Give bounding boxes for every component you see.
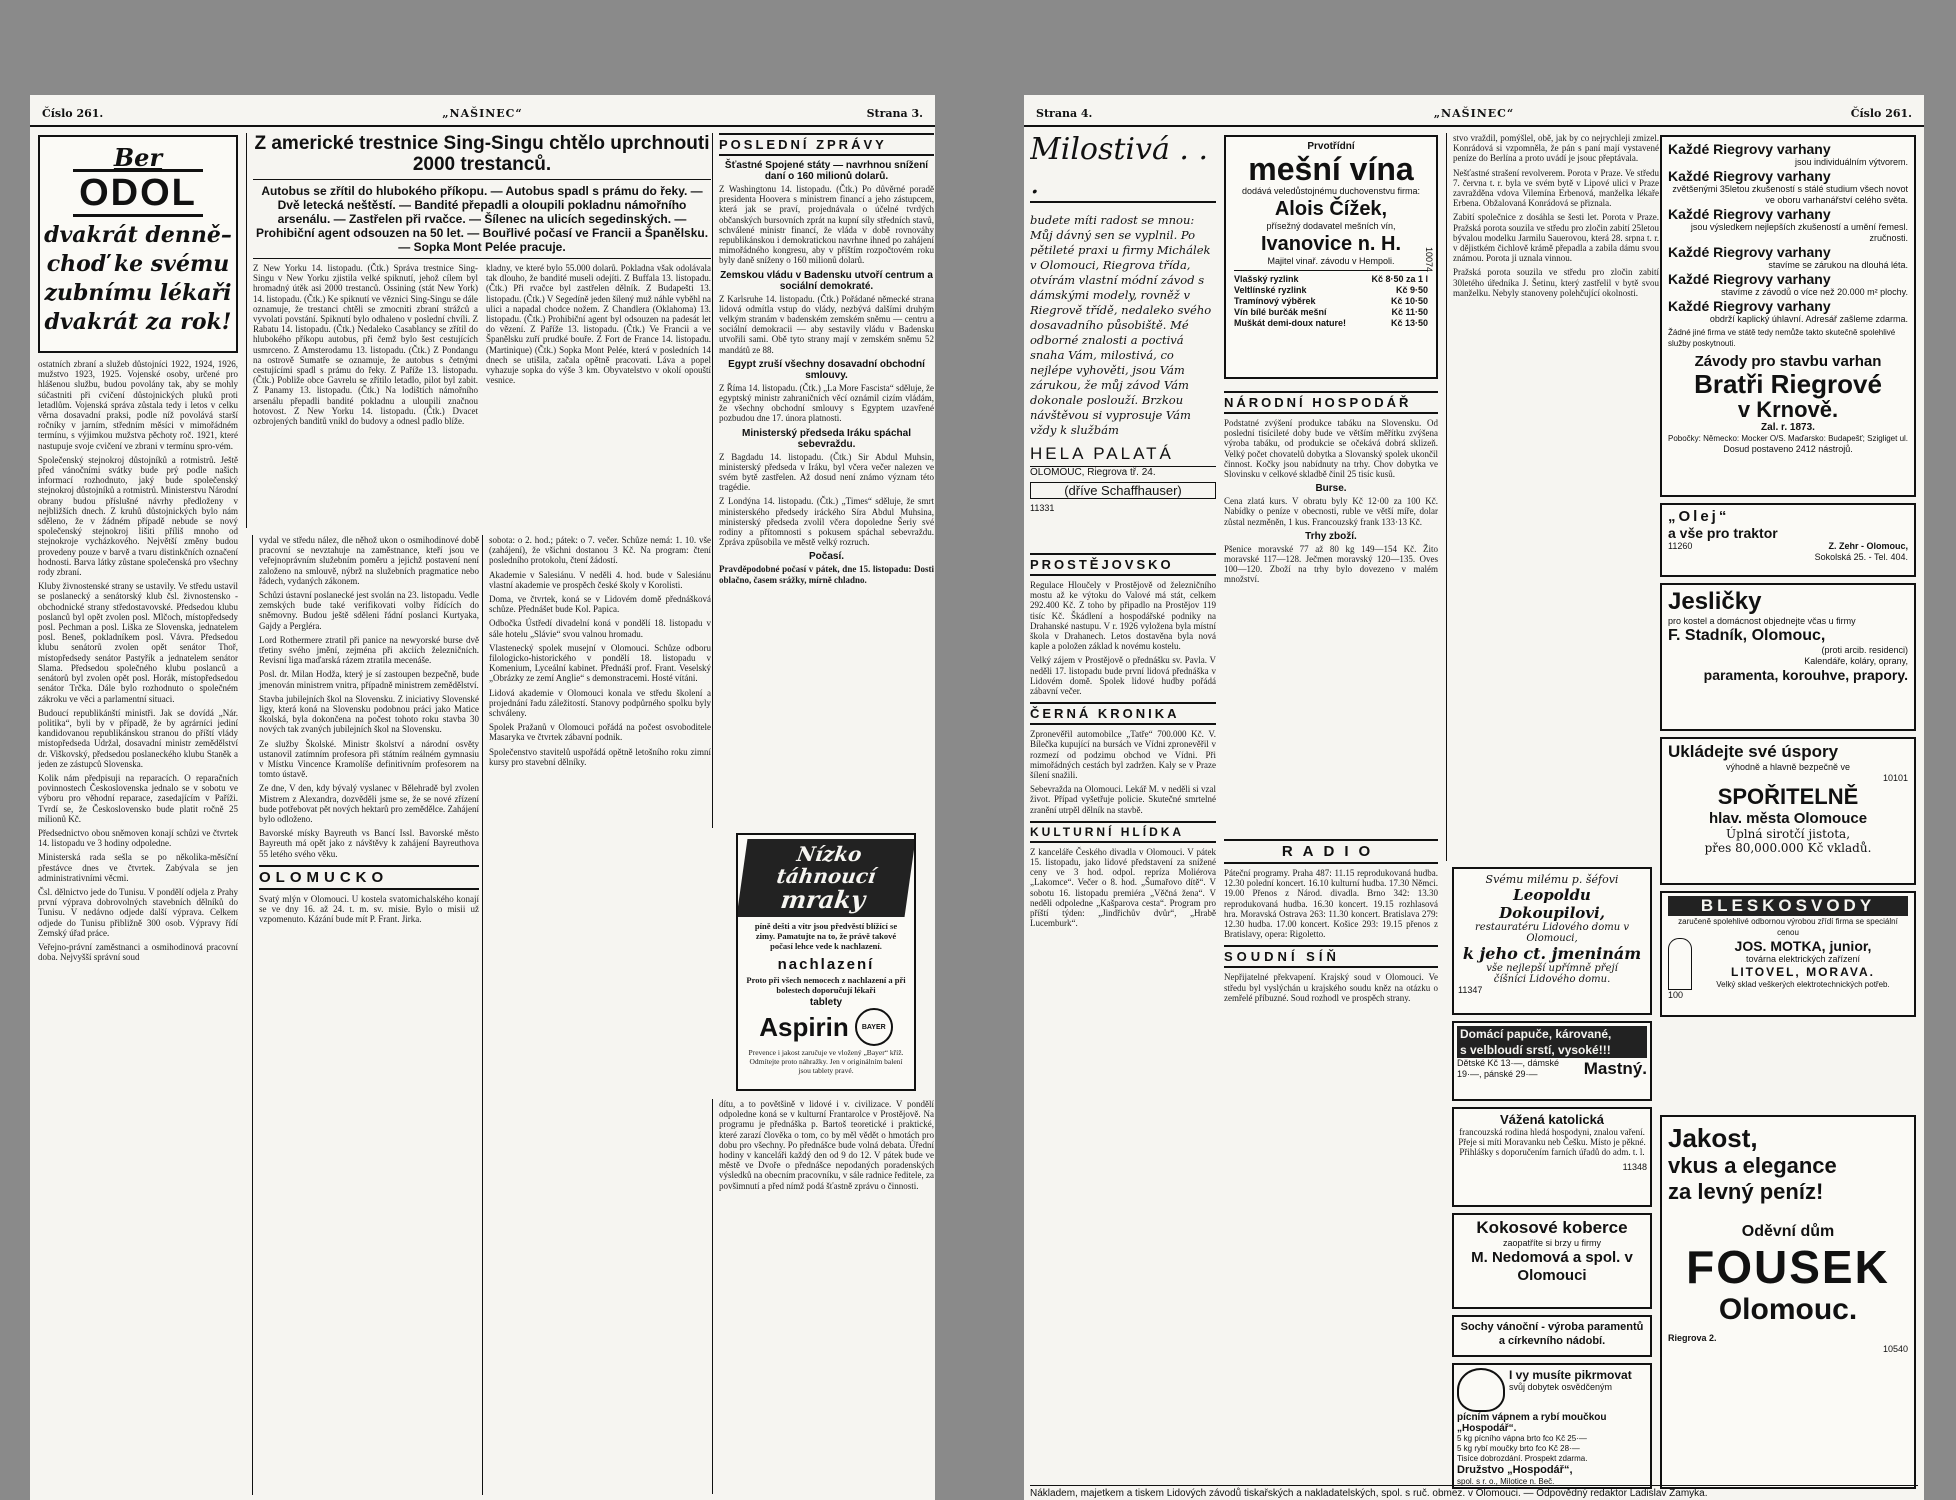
carpet-sub: zaopatříte si brzy u firmy xyxy=(1502,1238,1602,1248)
newspaper-page-4 xyxy=(1024,95,1924,1500)
feed-ad xyxy=(1452,1363,1652,1489)
wine-title: mešní vína xyxy=(1248,151,1414,187)
column-3 xyxy=(482,535,711,1495)
wine-price: Kč 13·50 xyxy=(1390,318,1428,328)
aspirin-brand: Aspirin xyxy=(759,1011,849,1042)
column-mid-lower xyxy=(1224,833,1438,1495)
statues-title: Sochy vánoční - výroba paramentů a církevního nádobí. xyxy=(1460,1321,1644,1347)
organ-item-text: obdrží kaplický úhlavní. Adresář zašleme zdarma. xyxy=(1709,314,1908,324)
milostiva-ad xyxy=(1030,133,1216,539)
news-paragraph: Nepřijatelné překvapení. Krajský soud v Olomouci. Ve středu byl vyslýchán u krajského soudu kněz na otázku o zemřelé příbuzné. Soud rozhodl ve prospěch strany. xyxy=(1224,972,1438,1003)
newspaper-page-3 xyxy=(30,95,935,1500)
news-paragraph: Z kanceláře Českého divadla v Olomouci. V pátek 15. listopadu, jako lidové představení za snížené ceny ve 3 hod. odpol. repríza Moliérova „Lakomce“. Večer o 8. hod. „Šumařovo dítě“. V sobotu 16. listopadu premiéra „Věčná žena“. V neděli odpoledne „Kašparova cesta“. Program pro příští týden: „Jindřichův dvůr“, „Hrabě Lucemburk“. xyxy=(1030,846,1216,929)
news-paragraph: stvo vraždil, pomýšlel, obě, jak by co nejrychleji zmizel. Konrádová si vzpomněla, že pán s paní mají vystavené peníze do Berlína a proto uvádí je jsouc přeptávala. xyxy=(1453,133,1659,164)
aspirin-foot: Prevence i jakost zaručuje ve vložený „Bayer“ kříž. Odmítejte proto náhražky. Jen v originálním balení jsou tablety pravé. xyxy=(748,1048,904,1076)
wine-price: Kč 8·50 za 1 l xyxy=(1371,274,1428,284)
ad-number: 100 xyxy=(1668,990,1684,1000)
ad-number: 11347 xyxy=(1458,985,1483,995)
news-paragraph: Čsl. dělnictvo jede do Tunisu. V pondělí odjela z Prahy první výprava dobrovolných stavebních dělníků do Tunisu. V nedávno odjede další výprava. Celkem odjede do Tunisu přibližně 300 osob. Výpravy řídí Zemský úřad práce. xyxy=(38,886,238,938)
wine-label: Vín bílé burčák mešní xyxy=(1234,307,1327,317)
page-number: Strana 4. xyxy=(1036,107,1093,120)
wine-price: Kč 10·50 xyxy=(1390,296,1428,306)
wine-top: Prvotřídní xyxy=(1307,141,1355,152)
news-paragraph: Páteční programy. Praha 487: 11.15 reprodukovaná hudba. 12.30 polední koncert. 16.10 kulturní hudba. 17.30 Němci. 19.00 Přenos z Národ. divadla. Brno 342: 13.30 reprodukovaná hudba. 16.30 koncert. 19.15 rozhlasová hra. Moravská Ostrava 263: 11.30 koncert. Bratislava 279: 12.30 hudba. 17.00 koncert. Košice 293: 19.15 přenos z Bratislavy, opera: Rigoletto. xyxy=(1224,868,1438,940)
clothing-line-4: Oděvní dům xyxy=(1741,1223,1835,1240)
news-paragraph: Z Říma 14. listopadu. (Čtk.) „La More Fascista“ sděluje, že egyptský ministr zahraničních věcí oznámil cizím vládám, že všechny obchodní smlouvy s Egyptem uzavřené pozbudou dne 17. února platnosti. xyxy=(719,382,934,424)
news-paragraph: Vlastenecký spolek musejní v Olomouci. Schůze odboru filologicko-historického v pondělí 18. listopadu v Komenium, Lyceální kabinet. Přednáší prof. Frant. Veselský „Obrázky ze zemí Anglie“ s demonstracemi. Hosté vítáni. xyxy=(489,642,711,684)
cribs-big: paramenta, korouhve, prapory. xyxy=(1703,667,1908,683)
news-headline: Egypt zruší všechny dosavadní obchodní smlouvy. xyxy=(728,358,925,381)
odol-ad xyxy=(38,135,238,353)
news-headline: Šťastné Spojené státy — navrhnou snížení daní o 160 milionů dolarů. xyxy=(724,160,929,182)
narodni-hospodar-section xyxy=(1224,385,1438,825)
section-radio: RADIO xyxy=(1224,839,1438,864)
cribs-name: F. Stadník, Olomouc, xyxy=(1668,627,1826,644)
aspirin-title-2: mraky xyxy=(778,885,868,914)
statues-ad xyxy=(1452,1315,1652,1357)
organ-branches: Pobočky: Německo: Mocker O/S. Maďarsko: Budapešť; Szigliget ul. xyxy=(1668,434,1909,443)
oil-name: Z. Zehr - Olomouc, xyxy=(1828,541,1908,551)
cribs-title: Jesličky xyxy=(1668,588,1762,615)
page-header xyxy=(30,105,935,127)
family-text: francouzská rodina hledá hospodyni, znalou vaření. Přeje si míti Moravanku neb Češku. Místo je pěkné. Přihlášky s doporučením farních úřadů do adm. t. l. xyxy=(1458,1127,1646,1158)
lightning-sub2: továrna elektrických zařízení xyxy=(1745,954,1861,964)
oil-address: Sokolská 25. - Tel. 404. xyxy=(1814,552,1908,562)
organ-established: Zal. r. 1873. xyxy=(1761,422,1815,433)
wine-price-row xyxy=(1234,307,1428,318)
aspirin-ad xyxy=(736,833,916,1091)
aspirin-remedy-word: nachlazení xyxy=(777,955,875,973)
page-header xyxy=(1024,105,1924,127)
savings-line-5: přes 80,000.000 Kč vkladů. xyxy=(1704,841,1872,855)
article-column-b: kladny, ve které bylo 55.000 dolarů. Pokladna však odolávala tak dlouho, že bandité museli odejíti. Z Buffala 13. listopadu. (Čtk.) Při rvačce byl zastřelen dělník. Z Budapešti 13. listopadu. (Čtk.) V Segedíně jeden šílený muž náhle vyběhl na ulici a napadal chodce nožem. Z Chandlera (Oklahoma) 13. listopadu. (Čtk.) Prohibiční agent byl odsouzen na padesát let do vězení. Z Paříže 13. listopadu. (Čtk.) Ve Francii a ve Španělsku zuří prudké bouře. Z Fort de France 14. listopadu. (Martinique) (Čtk.) Sopka Mont Pelée, která v posledních 14 dnech se utišila, začala opětně pracovati. Láva a popel vyhazuje sopka do výše 3 km. Obyvatelstvo v okolí opouští vesnice. xyxy=(486,263,711,386)
aspirin-remedy: Proto při všech nemocech z nachlazení a při bolestech doporučují lékaři xyxy=(746,974,906,995)
section-soudni-sin: SOUDNÍ SÍŇ xyxy=(1224,945,1438,968)
ad-number: 10101 xyxy=(1882,773,1908,783)
feed-brand: Družstvo „Hospodář“, xyxy=(1457,1464,1573,1476)
organ-built: Dosud postaveno 2412 nástrojů. xyxy=(1723,444,1853,454)
organ-foot: Závody pro stavbu varhan xyxy=(1694,353,1882,370)
carpet-title: Kokosové koberce xyxy=(1476,1218,1628,1237)
news-paragraph: Svatý mlýn v Olomouci. U kostela svatomichalského konají se ve dny 16. až 24. t. m. sv. misie. Bylo o misii už vzpomenuto. Kázání bude mít P. Frant. Jirka. xyxy=(259,893,479,925)
bayer-cross-icon xyxy=(855,1008,893,1046)
slippers-line-1: Domácí papuče, kárované, xyxy=(1457,1026,1647,1042)
main-article xyxy=(246,133,711,528)
wine-price: Kč 11·50 xyxy=(1391,307,1428,317)
news-paragraph: Posl. dr. Milan Hodža, který je sí zastoupen bezpečně, bude jmenován ministrem vnitra, případně ministrem zemědělství. xyxy=(259,669,479,690)
cribs-items: Kalendáře, koláry, oprany, xyxy=(1804,656,1908,666)
weather-headline: Počasí. xyxy=(808,551,845,563)
section-narodni-hospodar: NÁRODNÍ HOSPODÁŘ xyxy=(1224,391,1438,414)
section-cerna-kronika: ČERNÁ KRONIKA xyxy=(1030,702,1216,725)
slippers-prices: Dětské Kč 13·—, dámské 19·—, pánské 29·— xyxy=(1457,1058,1560,1079)
lightning-name: JOS. MOTKA, junior, xyxy=(1734,938,1872,954)
column-2 xyxy=(252,535,479,1495)
subsection-heading: Trhy zboží. xyxy=(1305,530,1357,542)
news-paragraph: Z Washingtonu 14. listopadu. (Čtk.) Po důvěrné poradě presidenta Hoovera s ministrem financí a jeho zástupcem, která jak se praví, projednávala o účelné tvrdých občanských bursovních zprát na kupní síly středních stavů, schválené ministr financí, že vláda v době rovnováhy republikánskou i demokratickou navrhne ihned po zahájení mimořádného kongresu, aby v příštím rozpočtovém roku byly daně sníženy o 160 milionů dolarů. xyxy=(719,184,934,266)
organ-item-head: Každé Riegrovy varhany xyxy=(1668,206,1831,222)
organ-item-text: stavíme z závodů o více než 20.000 m² plochy. xyxy=(1721,287,1908,297)
article-column-a: Z New Yorku 14. listopadu. (Čtk.) Správa trestnice Sing-Singu v New Yorku zjistila velké spiknutí, jehož cílem byl hromadný útěk asi 2000 trestanců. Ossining (stát New York) 14. listopadu. (Čtk.) Ke spiknutí ve věznici Sing-Singu se dále oznamuje, že trestanci chtěli se zmocniti zbraní strážců a vyvolati povstání. Spiknutí bylo odhaleno v poslední chvíli. Z Rabatu 14. listopadu. (Čtk.) Nedaleko Casablancy se zřítil do hlubokého příkopu autobus, při čemž bylo šest cestujících usmrceno. Z Amsterodamu 13. listopadu. (Čtk.) Z Pondangu na ostrově Sumatře se oznamuje, že autobus s četnými cestujícími spadl s prámu do řeky. Z Paříže 13. listopadu. (Čtk.) Pobliže obce Gavrelu se zřítilo letadlo, pilot byl zabit. Z Panamy 13. listopadu. (Čtk.) Na lodištích námořního arsenálu přepadli bandité pokladnu a uloupili značnou hotovost. Z New Yorku 14. listopadu. (Čtk.) Dvacet ozbrojených banditů vnikl do budovy a odnesl padlo blíže. xyxy=(253,263,478,427)
news-paragraph: Ministerská rada sešla se po několika-měsíční přestávce dnes ve čtvrtek. Zabývala se jen administrativními věcmi. xyxy=(38,852,238,883)
news-paragraph: Akademie v Salesiánu. V neděli 4. hod. bude v Salesiánu vlastní akademie ve prospěch české školy v Korolisti. xyxy=(489,569,711,590)
milostiva-address: OLOMOUC, Riegrova tř. 24. xyxy=(1030,466,1216,478)
issue-number: Číslo 261. xyxy=(42,107,104,120)
greeting-line: Svému milému p. šéfovi xyxy=(1485,873,1619,886)
news-paragraph: Pražská porota souzila ve středu pro zločin zabití 30letého úředníka J. Šetinu, který zastřelil v bytě svou manželku. Nebyly stanoveny polehčující okolnosti. xyxy=(1453,267,1659,298)
wine-price: Kč 9·50 xyxy=(1395,285,1428,295)
feed-price: 5 kg pícního vápna brto fco Kč 25·— xyxy=(1457,1434,1587,1443)
news-paragraph: vydal ve středu nález, dle něhož ukon o osmihodinové době pracovní se nevztahuje na zaměstnance, kteří jsou ve veřejnoprávním služebním poměru a jejichž postavení není založeno na smlouvě, nýbrž na služebních pragmatice nebo řádech, vydaných zákonem. xyxy=(259,535,479,586)
greeting-line: k jeho ct. jmeninám xyxy=(1462,944,1642,963)
weather-forecast: Pravděpodobné počasí v pátek, dne 15. listopadu: Dosti oblačno, časem srážky, mírně chladno. xyxy=(719,564,934,585)
news-paragraph: Společenstvo stavitelů uspořádá opětně letošního roku zimní kursy pro stavební dělníky. xyxy=(489,746,711,767)
wine-place: Ivanovice n. H. xyxy=(1260,233,1402,255)
clothing-city: Olomouc. xyxy=(1718,1293,1858,1326)
wine-ad xyxy=(1224,135,1438,379)
carpet-ad xyxy=(1452,1213,1652,1309)
organ-ad xyxy=(1660,135,1916,497)
organ-item-head: Každé Riegrovy varhany xyxy=(1668,168,1831,184)
news-headline: Ministerský předseda Iráku spáchal sebevraždu. xyxy=(742,427,911,450)
wine-label: Veltlínské ryzlink xyxy=(1234,285,1307,295)
article-headline: Z americké trestnice Sing-Singu chtělo uprchnouti 2000 trestanců. xyxy=(254,133,710,175)
wine-label: Muškát demi-doux nature! xyxy=(1234,318,1347,328)
column-left-lower xyxy=(1030,547,1216,1495)
news-paragraph: Velký zájem v Prostějově o přednášku sv. Pavla. V neděli 17. listopadu bude první lidová přednáška v Lidovém domě. Spolek lidové hudby pořádá zábavní večer. xyxy=(1030,655,1216,697)
organ-item-head: Každé Riegrovy varhany xyxy=(1668,244,1831,260)
page-number: Strana 3. xyxy=(866,107,923,120)
news-paragraph: Zabití společnice z dosáhla se šesti let. Porota v Praze. Pražská porota souzila ve středu pro zločin zabití 25letou bývalou modelku Jarmilu Sauerovou, která 28. srpna t. r. v dějistkém čichlově krámě přepadla a zabila dámu svou známou. Porota ji uznala vinnou. xyxy=(1453,212,1659,264)
greeting-ad xyxy=(1452,867,1652,1015)
slippers-ad xyxy=(1452,1021,1652,1101)
oil-title: „Olej“ xyxy=(1668,508,1730,525)
wine-sub: dodává veledůstojnému duchovenstvu firma: xyxy=(1241,186,1421,196)
clothing-brand: FOUSEK xyxy=(1686,1241,1890,1293)
section-olomucko: OLOMUCKO xyxy=(259,865,479,890)
news-paragraph: Regulace Hloučely v Prostějově od železničního mostu až ke výtoku do Valové má stát, celkem 292.400 Kč. Z toho by připadlo na Prostějov 119 tisíc Kč. Škádlení a hospodářské podniky na Drahanské nastupu. V r. 1926 vyložena byla místní škola v Drahanech. Letos dostavěna byla nová kaple a položen základ k novému kostelu. xyxy=(1030,580,1216,652)
article-subhead: Autobus se zřítil do hlubokého příkopu. — Autobus spadl s prámu do řeky. — Dvě letecká neštěstí. — Bandité přepadli a oloupili pokladnu námořního arsenálu. — Zastřelen při rvačce. — Šílenec na ulicích segedinských. — Prohibiční agent odsouzen na 50 let. — Bouřlivé počasí ve Francii a Španělsku. — Sopka Mont Pelée pracuje. xyxy=(255,184,709,254)
news-paragraph: Lidová akademie v Olomouci konala ve středu školení a projednání řadu záležitostí. Stanovy podpůrného spolku byly schváleny. xyxy=(489,687,711,719)
wine-price-row xyxy=(1234,285,1428,296)
milostiva-text: budete míti radost se mnou: Můj dávný sen se vyplnil. Po pětileté praxi u firmy Michálek v Olomouci, Riegrova třída, otvírám vlastní módní závod s dámskými modely, rovněž v Riegrově třídě, nedaleko svého dosavadního působiště. Mé odborné znalosti a poctivá snaha Vám, milostivá, co nejlépe vyhověti, jsou Vám zárukou, že můj závod Vám dokonale poslouží. Brzkou návštěvou si vyprosuje Vám vždy k službám xyxy=(1030,213,1212,437)
organ-item-text: stavíme se zárukou na dlouhá léta. xyxy=(1768,260,1908,270)
column-4-news xyxy=(712,133,934,828)
page-footer: Nákladem, majetkem a tiskem Lidových závodů tiskařských a nakladatelských, spol. s ruč. obmez. v Olomouci. — Odpovědný redaktor Ladislav Zamyka. xyxy=(1030,1485,1918,1499)
news-paragraph: sobota: o 2. hod.; pátek: o 7. večer. Schůze nemá: 1. 10. vše (zahájení), že všichni dostanou 3 Kč. Na program: čtení posledního protokolu, čtení žádostí. xyxy=(489,535,711,566)
issue-number: Číslo 261. xyxy=(1850,107,1912,120)
cribs-ad xyxy=(1660,583,1916,731)
odol-slogan-2: choď ke svému xyxy=(46,251,230,277)
ad-number: 11331 xyxy=(1030,503,1055,513)
news-paragraph: Kolik nám předpisuji na reparacích. O reparačních povinnostech Československa jednalo se v sobotu ve výboru pro věhodní reparace, zasedajícím v Paříži. Tvrdí se, že Československo bude platit ročně 25 milionů Kč. xyxy=(38,772,238,824)
church-tower-icon xyxy=(1668,938,1692,990)
news-paragraph: Z Londýna 14. listopadu. (Čtk.) „Times“ sděluje, že smrt ministerského předsedy iráckého Síra Abdul Muhsina, ministerský předseda zvolil včera dopoledne Šeriy své rodiny a přítomnosti s pokusem spáchal sebevraždu. Zpráva způsobila ve městě velký rozruch. xyxy=(719,496,934,548)
slippers-line-2: s velbloudí srstí, vysoké!!! xyxy=(1457,1042,1647,1058)
organ-item-head: Každé Riegrovy varhany xyxy=(1668,271,1831,287)
clothing-line-3: za levný peníz! xyxy=(1668,1179,1824,1204)
organ-item xyxy=(1668,141,1908,168)
organ-item xyxy=(1668,206,1908,244)
oil-sub: a vše pro traktor xyxy=(1668,525,1778,541)
cribs-note: (proti arcib. residenci) xyxy=(1821,645,1908,655)
feed-text: svůj dobytek osvědčeným xyxy=(1509,1382,1613,1392)
greeting-line: vše nejlepší upřímně přejí xyxy=(1486,963,1618,974)
masthead: „NAŠINEC“ xyxy=(1433,107,1515,120)
savings-line-4: Úplná sirotčí jistota, xyxy=(1725,827,1851,841)
family-title: Vážená katolická xyxy=(1499,1112,1605,1127)
milostiva-name: HELA PALATÁ xyxy=(1030,444,1174,463)
aspirin-title-1: Nízko táhnoucí xyxy=(775,842,878,888)
ad-number: 10074 xyxy=(1424,247,1434,273)
news-paragraph: Z Karlsruhe 14. listopadu. (Čtk.) Pořádané německé strana lidová odmítla vstup do vlády, nezbývá dalšími druhým velkým stranám v badenském zemském sněmu — centru a sociální demokracii — aby sestavily vládu v Badensku utvořili sami. Obě tyto strany mají v zemském sněmu 52 mandátů ze 88. xyxy=(719,293,934,355)
wine-price-row xyxy=(1234,296,1428,307)
organ-item xyxy=(1668,271,1908,298)
ad-number: 10540 xyxy=(1882,1344,1908,1354)
news-paragraph: Cena zlatá kurs. V obratu byly Kč 12·00 za 100 Kč. Nabídky o peníze v obecnosti, ruble ve větší míře, dolar zůstal nezměněn, 1 kus. Francouzský frank 133·13 Kč. xyxy=(1224,496,1438,527)
section-kulturni-hlidka: KULTURNÍ HLÍDKA xyxy=(1030,821,1216,843)
news-paragraph: Z Bagdadu 14. listopadu. (Čtk.) Sir Abdul Muhsin, ministerský předseda v Iráku, byl včera večer nalezen ve svém bytě zastřelen. Až dosud není známo význam této tragédie. xyxy=(719,451,934,493)
news-paragraph: Budoucí republikánští ministři. Jak se dovídá „Nár. politika“, byli by v případě, že by agrárníci jediní kandidovanou republikánskou stranou do příští vlády místopředseda Udržal, dosavadní ministr zemědělství dr. Viškovský, předsedou poslaneckého klubu Staněk a jeden ze zástupců Slovenska. xyxy=(38,707,238,769)
feed-price: 5 kg rybí moučky brto fco Kč 28·— xyxy=(1457,1444,1580,1453)
wine-sub3: Majitel vinař. závodu v Hempoli. xyxy=(1234,256,1428,271)
bayer-logo-text: BAYER xyxy=(861,1023,886,1031)
section-posledni-zpravy: POSLEDNÍ ZPRÁVY xyxy=(719,133,934,156)
slippers-brand: Mastný. xyxy=(1583,1059,1647,1078)
greeting-line: číšníci Lidového domu. xyxy=(1493,974,1611,985)
savings-line-3: hlav. města Olomouce xyxy=(1708,810,1868,827)
ad-number: 11260 xyxy=(1668,541,1693,551)
organ-item xyxy=(1668,168,1908,206)
milostiva-title: Milostivá . . . xyxy=(1030,133,1216,203)
ad-number: 11348 xyxy=(1622,1161,1647,1172)
organ-note: Žádné jiné firma ve státě tedy nemůže takto skutečně spolehlivé služby poskytnouti. xyxy=(1668,328,1896,348)
cribs-sub: pro kostel a domácnost objednejte včas u firmy xyxy=(1668,616,1856,626)
organ-brand: Bratři Riegrové xyxy=(1694,369,1882,399)
column-4-bottom xyxy=(712,1099,934,1494)
organ-item-text: jsou výsledkem nejlepších zkušeností a umění řemesl. zručnosti. xyxy=(1690,222,1908,243)
organ-item-text: jsou individuálním výtvorem. xyxy=(1794,157,1908,167)
clothing-ad xyxy=(1660,1115,1916,1489)
news-paragraph: Spolek Pražanů v Olomouci pořádá na počest osvoboditele Masaryka ve čtvrtek zábavní podnik. xyxy=(489,722,711,743)
wine-name: Alois Čížek, xyxy=(1274,198,1388,220)
news-paragraph: Zpronevěřil automobilce „Tatře“ 700.000 Kč. V. Bílečka kupující na bursách ve Vídni zpronevěřil v rozmezí od podzimu obchod ve Vídni. Při mimořádných cestách byl zadržen. Kaly se v Praze šílení snažili. xyxy=(1030,729,1216,781)
news-paragraph: Společenský stejnokroj důstojníků a rotmistrů. Ještě před vánočními svátky bude prý podle našich informací rozhodnuto, jaký bude společenský stejnokroj důstojníků a rotmistrů. Ministerstvu Národní obrany budou příslušné návrhy předloženy v nejbližších dnech. Z kruhů důstojnických bylo nám sděleno, že v žádném případě nebude se nový společenský stejnokroj lišiti příliš mnoho od stejnokroje vycházkového. Největší změny budou provedeny pouze v barvě a tvaru distinkčních označení hodnosti. Barva látky zůstane společenská pro všechny rody zbraní. xyxy=(38,454,238,578)
wine-price-row xyxy=(1234,318,1428,329)
feed-foot: spol. s r. o., Milotice n. Beč. xyxy=(1457,1477,1555,1486)
column-1 xyxy=(38,359,238,1494)
carpet-name: M. Nedomová a spol. v Olomouci xyxy=(1471,1249,1633,1284)
oil-ad xyxy=(1660,503,1916,577)
news-paragraph: Veřejno-právní zaměstnanci a osmihodinová pracovní doba. Nejvyšší správní soud xyxy=(38,941,238,963)
odol-slogan-1: dvakrát denně– xyxy=(44,222,232,248)
organ-item xyxy=(1668,298,1908,325)
lightning-sub: zaručeně spolehlivé odbornou výrobou zřídí firma se speciální cenou xyxy=(1678,917,1898,937)
lightning-place: LITOVEL, MORAVA. xyxy=(1730,965,1875,979)
news-paragraph: Podstatné zvýšení produkce tabáku na Slovensku. Od poslední tisícileté doby bude ve větším měřítku zvýšena výroba tabáku, od produkcie se očekává dobrá sklizeň. Velký počet chovatelů dobytka a Slovanský spolek ukončil činnost. Kočky jsou nabídnuty na trhy. Chov dobytka ve Slovinsku v celkové skladbě činil 25 tisíc kusů. xyxy=(1224,418,1438,480)
news-paragraph: ostatních zbraní a služeb důstojníci 1922, 1924, 1926, mužstvo 1923, 1925. Vojenské osoby, určené pro hlášenou službu, budou povolány tak, aby se mohly súčastniti při cvičení důstojnických pluků proti letadlům. Vojenská správa zůstala tedy i letos v celku věrna dosavadní praksi, podle níž povolává starší ročníky v jarním, středním měsíci v mimořádném termínu, s výjimkou mužstva pěchoty roč. 1921, které nastupuje svoje cvičení ve zbrani v termínu spro-vém. xyxy=(38,359,238,451)
savings-ad xyxy=(1660,737,1916,885)
lightning-title: BLESKOSVODY xyxy=(1668,896,1908,916)
feed-note: Tisíce dobrozdání. Prospekt zdarma. xyxy=(1457,1454,1588,1463)
wine-sub2: přísežný dodavatel mešních vín, xyxy=(1266,221,1396,231)
news-paragraph: Stavba jubilejních škol na Slovensku. Z iniciativy Slovenské ligy, která koná na Slovensku podobnou práci jako Matice školská, byla dokončena na počest tohoto roku stavba 30 nových tak zvaných jubilejních škol na Slovensku. xyxy=(259,693,479,735)
milostiva-former: (dříve Schaffhauser) xyxy=(1030,482,1216,499)
odol-slogan-4: dvakrát za rok! xyxy=(44,309,232,335)
wine-price-row xyxy=(1234,274,1428,285)
wine-label: Tramínový výběrek xyxy=(1234,296,1316,306)
news-paragraph: Pšenice moravské 77 až 80 kg 149—154 Kč. Žito moravské 117—128. Ječmen moravský 120—135. Oves 100—120. Zboží na trhy bylo dovezeno v malém množství. xyxy=(1224,543,1438,585)
odol-prefix: Ber xyxy=(113,143,163,172)
subsection-heading: Burse. xyxy=(1315,483,1347,495)
clothing-address: Riegrova 2. xyxy=(1668,1333,1717,1343)
news-paragraph: Nešťastné strašení revolverem. Porota v Praze. Ve středu 7. června t. r. byla ve svém bytě v Lipové ulici v Praze zavražděna vdova Vilemína Erbenová, manželka lékaře Erbena. Obžalovaná Konrádová se přiznala. xyxy=(1453,167,1659,209)
news-paragraph: Lord Rothermere ztratil při panice na newyorské burse dvě třetiny svého jmění, zejména při akciích železničních. Revisní liga maďarská rázem ztratila mecenáše. xyxy=(259,634,479,666)
feed-big: pícním vápnem a rybí moučkou „Hospodář“. xyxy=(1457,1412,1607,1434)
chicken-icon xyxy=(1457,1368,1505,1412)
lightning-ad xyxy=(1660,891,1916,1017)
news-paragraph: Odbočka Ústředí divadelní koná v pondělí 18. listopadu v sále hotelu „Slávie“ svou valnou hromadu. xyxy=(489,618,711,639)
odol-brand: ODOL xyxy=(73,169,203,217)
news-paragraph: Schůzi ústavní poslanecké jest svolán na 23. listopadu. Vedle zemských bude také verifikovati volby řídících do sněmovny. Budou ještě sděleni řádní poslanci Kurtyaka, Gajdy a Pergléra. xyxy=(259,590,479,631)
odol-slogan-3: zubnímu lékaři xyxy=(44,280,232,306)
news-paragraph: dítu, a to povětšině v lidové i v. civilizace. V pondělí odpoledne koná se v kulturní Frantarolce v Prostějově. Na programu je přednáška p. Bartoš teoretické i praktické, které zarazí člověka o tom, co by měl vědět o hmotách pro dobu pro všechny. Po přednášce bude volná debata. Úřední hodiny v kanceláři každý den od 9 do 12. V pátek bude ve městě ve Dvoře o přednášce nepodaných poradenských výsledků na obecním pracovníku, v sále radnice ředitele, za povšimnutí a před nímž podá šťastně zprávu o činnosti. xyxy=(719,1099,934,1191)
organ-item xyxy=(1668,244,1908,271)
organ-place: v Krnově. xyxy=(1737,397,1839,422)
news-paragraph: Doma, ve čtvrtek, koná se v Lidovém domě přednášková schůze. Přednášet bude Kol. Papica. xyxy=(489,594,711,615)
aspirin-tablets: tablety xyxy=(809,997,843,1009)
clothing-line-1: Jakost, xyxy=(1668,1123,1758,1153)
clothing-line-2: vkus a elegance xyxy=(1668,1153,1837,1178)
news-paragraph: Bavorské mísky Bayreuth vs Bancí Issl. Bavorské město Bayreuth má opět jako z návštěvy k zahájení Bayreuthova 55 letého svého věku. xyxy=(259,828,479,859)
column-3 xyxy=(1446,133,1659,861)
lightning-sub3: Velký sklad veškerých elektrotechnických potřeb. xyxy=(1716,980,1890,989)
savings-title: SPOŘITELNĚ xyxy=(1717,784,1859,809)
organ-item-head: Každé Riegrovy varhany xyxy=(1668,141,1831,157)
news-paragraph: Ze služby Školské. Ministr školství a národní osvěty ustanovil zatímním profesora při státním reálném gymnasiu v Místku Vincence Kramolíše definitivním profesorem na tomto ústavě. xyxy=(259,738,479,780)
organ-item-text: zvětšenými 35letou zkušeností s stálé studium všech novot ve oboru varhanářství celého světa. xyxy=(1672,184,1908,205)
section-prostejovsko: PROSTĚJOVSKO xyxy=(1030,553,1216,576)
news-paragraph: Sebevražda na Olomouci. Lekář M. v neděli si vzal život. Případ vyšetřuje policie. Skutečné smrtelné zranění utrpěl dělník na stavbě. xyxy=(1030,784,1216,815)
news-paragraph: Kluby živnostenské strany se ustavily. Ve středu ustavil se poslanecký a senátorský klub čsl. živnostensko - obchodnické strany středostavovské. Předsedou klubu poslanců byl opět zvolen posl. Mlčoch, místopředsedy posl. Pechman a posl. Liška ze Slovenska, jednatelem posl. Beneš, pokladníkem posl. Vávra. Předsedou klubu senátorů zvolen opět senátor Thoř, místopředsedy senátor Pastyřík a jednatelem senátor Slama. Předsedou společného klubu poslanců a senátorů byl zvolen opět posl. Horák, místopředsedou senátor Trčka. Dále bylo rozhodnuto o společném zákroku ve věci a parlamentní situaci. xyxy=(38,581,238,704)
masthead: „NAŠINEC“ xyxy=(442,107,523,120)
greeting-line: restauratéru Lidového domu v Olomouci, xyxy=(1475,922,1629,944)
news-paragraph: Ze dne, V den, kdy bývalý vyslanec v Bělehradě byl zvolen Mistrem z Alexandra, dozvěděli jsme se, že se nové zřízení bude potřebovat pět nových hektarů pro zemědělce. Zahájení bylo odloženo. xyxy=(259,783,479,825)
aspirin-body: píně dešti a vítr jsou předvěstí blížící se zimy. Pamatujte na to, že právě takové počasí lehce vede k nachlazení. xyxy=(754,921,898,952)
family-ad xyxy=(1452,1107,1652,1207)
organ-item-head: Každé Riegrovy varhany xyxy=(1668,298,1831,314)
feed-title: I vy musíte pikrmovat xyxy=(1509,1368,1632,1382)
savings-line-1: Ukládejte své úspory xyxy=(1668,742,1839,761)
wine-label: Vlašský ryzlink xyxy=(1234,274,1299,284)
news-headline: Zemskou vládu v Badensku utvoří centrum a sociální demokraté. xyxy=(720,269,933,292)
savings-sub: výhodně a hlavně bezpečně ve xyxy=(1725,762,1851,772)
greeting-name: Leopoldu Dokoupilovi, xyxy=(1499,886,1605,922)
news-paragraph: Předsednictvo obou sněmoven konají schůzi ve čtvrtek 14. listopadu ve 3 hodiny odpoledne. xyxy=(38,827,238,849)
